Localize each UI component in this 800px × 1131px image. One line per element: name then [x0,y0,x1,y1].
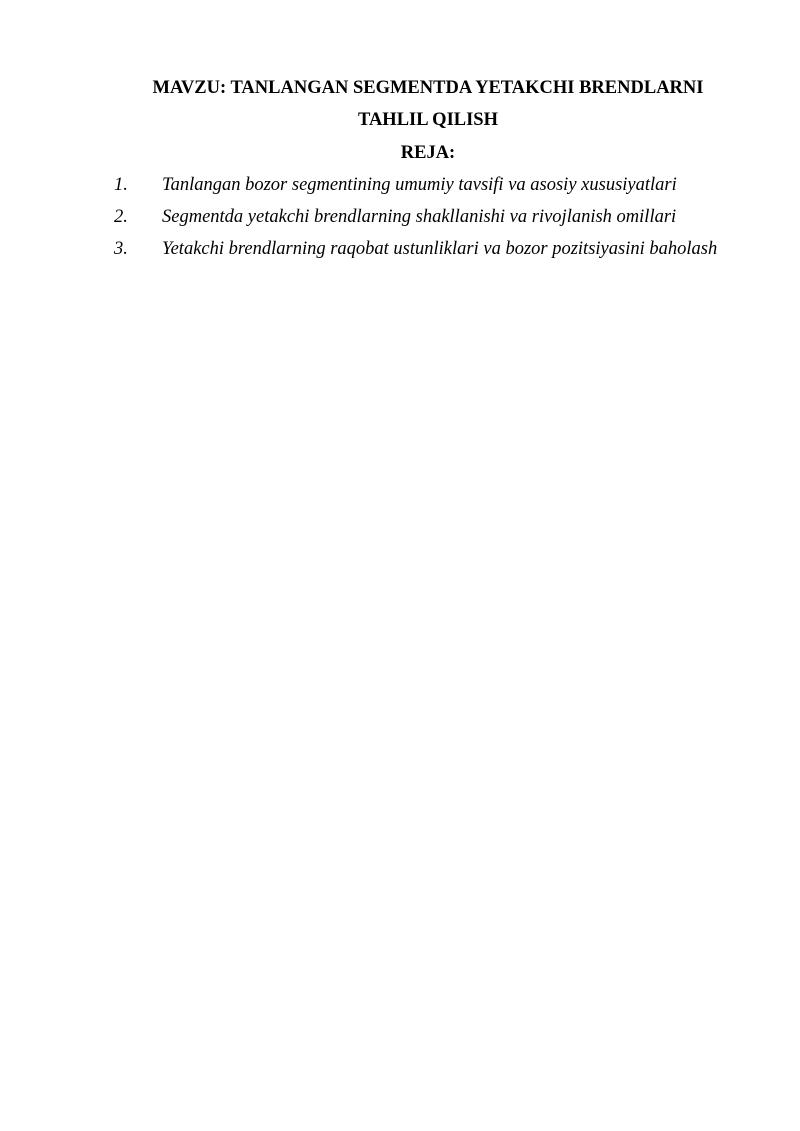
plan-item [0,205,800,231]
plan-item-text: Yetakchi brendlarning raqobat ustunliklari va bozor pozitsiyasini baholash [162,239,718,259]
plan-item-text: Tanlangan bozor segmentining umumiy tavsifi va asosiy xususiyatlari [162,175,677,195]
plan-item-number: 2. [114,207,128,227]
plan-item-number: 1. [114,175,128,195]
plan-item [0,173,800,199]
plan-item-number: 3. [114,239,128,259]
plan-heading: REJA: [400,143,456,163]
document-title-line-2: TAHLIL QILISH [357,110,498,130]
document-title-line-1: MAVZU: TANLANGAN SEGMENTDA YETAKCHI BRENDLARNI [152,78,704,98]
plan-item [0,237,800,263]
plan-item-text: Segmentda yetakchi brendlarning shakllanishi va rivojlanish omillari [162,207,677,227]
